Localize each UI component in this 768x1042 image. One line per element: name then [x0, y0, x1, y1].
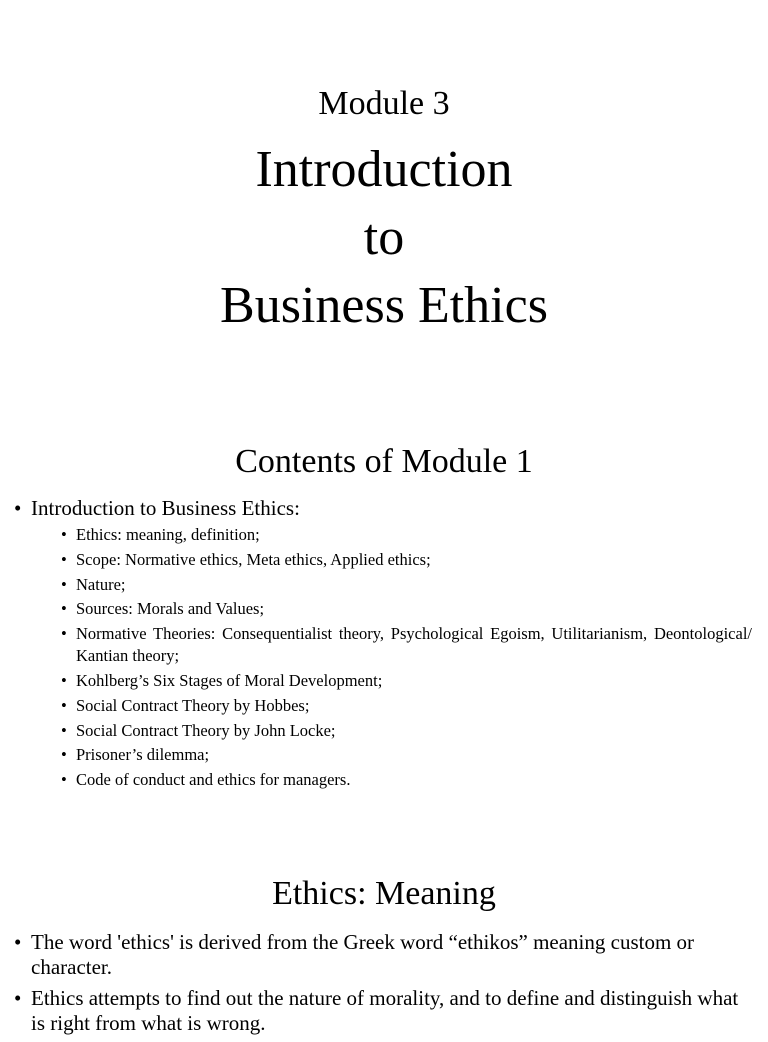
- contents-list: [14, 496, 752, 794]
- title-line: Business Ethics: [220, 277, 548, 334]
- sub-list-item-text: Code of conduct and ethics for managers.: [76, 770, 351, 790]
- sub-list-item-text: Kohlberg’s Six Stages of Moral Development;: [76, 670, 383, 690]
- sub-list-item: [31, 695, 752, 717]
- sub-list: [31, 524, 752, 791]
- bullet-icon: •: [61, 525, 67, 544]
- sub-list-item: [31, 744, 752, 766]
- bullet-icon: •: [61, 720, 67, 740]
- meaning-list: [14, 930, 752, 1042]
- sub-list-item-text: Scope: Normative ethics, Meta ethics, Applied ethics;: [76, 549, 431, 569]
- contents-heading: Contents of Module 1: [235, 443, 533, 480]
- list-item-text: The word 'ethics' is derived from the Greek word “ethikos” meaning custom or character.: [31, 930, 695, 979]
- bullet-icon: •: [61, 670, 67, 690]
- sub-list-item: [31, 598, 752, 620]
- sub-list-item-text: Prisoner’s dilemma;: [76, 745, 210, 765]
- sub-list-item-text: Ethics: meaning, definition;: [76, 525, 260, 544]
- sub-list-item: [31, 524, 752, 546]
- slide-title: [0, 0, 768, 400]
- bullet-icon: •: [61, 770, 67, 790]
- bullet-icon: •: [61, 624, 67, 644]
- list-item: [14, 496, 752, 791]
- title-line: Introduction: [255, 141, 513, 198]
- page-title: [0, 136, 768, 340]
- list-item-text: Ethics attempts to find out the nature of morality, and to define and distinguish what is right from what is wrong.: [31, 986, 739, 1035]
- sub-list-item: [31, 720, 752, 742]
- bullet-icon: •: [61, 745, 67, 765]
- sub-list-item: [31, 670, 752, 692]
- list-item: [14, 930, 752, 980]
- slide-ethics-meaning: [0, 840, 768, 1035]
- title-line: to: [363, 209, 405, 266]
- slide-contents: [0, 400, 768, 840]
- bullet-icon: •: [61, 695, 67, 715]
- sub-list-item: [31, 549, 752, 571]
- bullet-icon: •: [14, 930, 22, 954]
- bullet-icon: •: [61, 599, 67, 619]
- sub-list-item-text: Sources: Morals and Values;: [76, 599, 265, 619]
- sub-list-item-text: Nature;: [76, 574, 126, 594]
- bullet-icon: •: [14, 496, 22, 520]
- sub-list-item-text: Normative Theories: Consequentialist theory, Psychological Egoism, Utilitarianism, Deontological/ Kantian theory;: [76, 624, 752, 666]
- sub-list-item: [31, 623, 752, 667]
- list-item: [14, 986, 752, 1036]
- bullet-icon: •: [61, 549, 67, 569]
- ethics-meaning-heading: Ethics: Meaning: [272, 875, 496, 912]
- bullet-icon: •: [14, 986, 22, 1010]
- list-item-text: Introduction to Business Ethics:: [31, 496, 300, 520]
- module-label: Module 3: [318, 85, 450, 122]
- bullet-icon: •: [61, 574, 67, 594]
- sub-list-item-text: Social Contract Theory by John Locke;: [76, 720, 336, 740]
- sub-list-item-text: Social Contract Theory by Hobbes;: [76, 695, 310, 715]
- sub-list-item: [31, 769, 752, 791]
- sub-list-item: [31, 574, 752, 596]
